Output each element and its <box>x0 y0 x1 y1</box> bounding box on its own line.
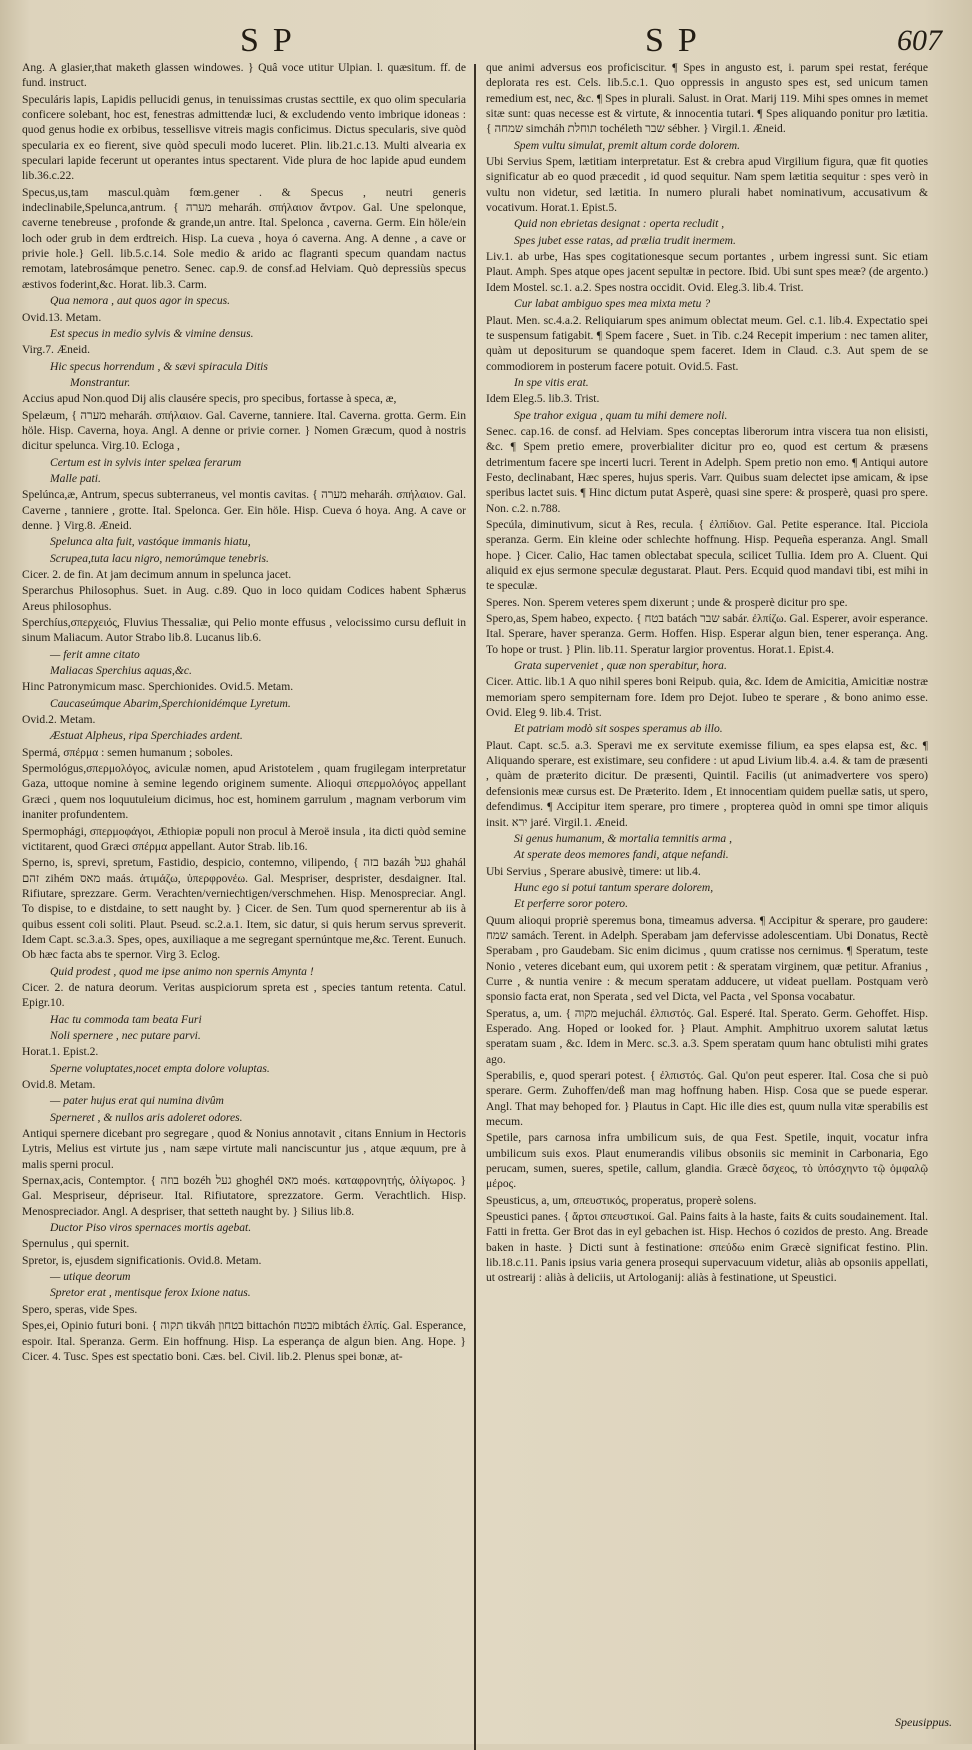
dictionary-entry: Cicer. 2. de fin. At jam decimum annum in spelunca jacet. <box>22 568 292 581</box>
dictionary-entry: Ubi Servius Spem, lætitiam interpretatur. Est & crebra apud Virgilium figura, quæ fit quoties significatur ab eo quod præcedit , id quod sequitur. Nam spem lætitia sequitur : spes verò in vultu non videtur, sed lætitia. In numero plurali habet nominativum, accusativum & vocativum. Horat.1. Epist.5. <box>486 155 928 215</box>
dictionary-entry: Horat.1. Epist.2. <box>22 1045 99 1059</box>
verse-quotation: — utique deorum <box>50 1270 131 1284</box>
running-header <box>22 18 950 60</box>
dictionary-entry: Spermá, σπέρμα : semen humanum ; soboles. <box>22 745 233 759</box>
verse-quotation: Quid prodest , quod me ipse animo non spernis Amynta ! <box>50 964 314 978</box>
dictionary-entry: Senec. cap.16. de consf. ad Helviam. Spes conceptas liberorum intra viscera tua non elisisti, &c. ¶ Spem pretio emere, proverbialiter dicitur pro eo, quod est certum & præsens detrimentum facere spe incerti lucri. Terent in Adelph. Spem pretio non emo. ¶ Antiqui autore Festo, declinabant, Hæc speres, hujus speris. Varr. Quibus suam delectet ipse amicam, & ipse speribus lactet suis. ¶ Hinc dictum putat Asperè, quasi sine spere: & prosperè, quasi pro spere. Non. c.2. n.788. <box>486 424 928 515</box>
dictionary-entry: Plaut. Men. sc.4.a.2. Reliquiarum spes animum oblectat meum. Gel. c.1. lib.4. Expectatio spei te suspensum fatigabit. ¶ Spem facere , Suet. in Tib. c.24 Recepit imperium : nec tamen aliter, quàm ut depositurum se quandoque spem faceret. Idem in Claud. c.3. Aut spem de se commodiorem in posterum facere potuit. Ovid.5. Fast. <box>486 313 928 373</box>
right-column <box>476 60 928 1750</box>
verse-quotation: Hunc ego si potui tantum sperare dolorem, <box>514 880 714 894</box>
dictionary-entry: Spero,as, Spem habeo, expecto. { בטח batách שבר sabár. ἐλπίζω. Gal. Esperer, avoir esperance. Ital. Sperare, haver speranza. Germ. Hoffen. Hisp. Esperar algun bien, tener esperança. Ang. To hope or trust. } Plin. lib.11. Speratur largior proventus. Horat.1. Epist.4. <box>486 612 928 656</box>
verse-quotation: Spe trahor exigua , quam tu mihi demere noli. <box>514 408 728 422</box>
dictionary-entry: Speres. Non. Sperem veteres spem dixerunt ; unde & prosperè dicitur pro spe. <box>486 595 848 609</box>
left-column <box>22 60 474 1750</box>
dictionary-entry: Sperarchus Philosophus. Suet. in Aug. c.89. Quo in loco quidam Codices habent Sphærus Areus philosophus. <box>22 584 466 613</box>
verse-quotation: Qua nemora , aut quos agor in specus. <box>50 294 231 308</box>
header-right-letters: SP <box>645 22 711 59</box>
dictionary-entry: Spermophági, σπερμοφάγοι, Æthiopiæ populi non procul à Meroë insula , ita dicti quòd semine victitarent, quod Græci σπέρμα appellant. Autor Strab. lib.16. <box>22 824 466 853</box>
verse-quotation: Noli spernere , nec putare parvi. <box>50 1028 201 1042</box>
dictionary-entry: Speculáris lapis, Lapidis pellucidi genus, in tenuissimas crustas secttile, ex quo olim specularia conficere solebant, hoc est, fenestras admittendæ luci, & excludendo vento imbrique idoneas : quod genus hodie ex orbibus, tessellisve vitreis magis conficimus. Dictus specularis, sive quòd specularia ex eo fierent, sive quòd speculi modo luceret. Plin. lib.21.c.13. Multi alvearia ex speculari lapide fecerunt ut operantes intus spectarent. Vide plura de hoc lapide apud eundem lib.36.c.22. <box>22 92 466 183</box>
dictionary-entry: Ubi Servius , Sperare abusivè, timere: ut lib.4. <box>486 864 701 878</box>
verse-quotation: Hac tu commoda tam beata Furi <box>50 1012 202 1026</box>
dictionary-entry: Ovid.13. Metam. <box>22 310 102 324</box>
verse-quotation: Et patriam modò sit sospes speramus ab illo. <box>514 722 723 736</box>
dictionary-entry: Quum alioqui propriè speremus bona, timeamus adversa. ¶ Accipitur & sperare, pro gaudere: שמח samách. Terent. in Adelph. Sperabam jam defervisse adolescentiam. Ubi Donatus, Rectè Sperabam , pro Gaudebam. Sic enim dicimus , quum cratisse nos cernimus. ¶ Speratum, teste Nonio , veteres dicebant eum, qui uxorem petit : & speratam virginem, quæ petitur. Afranius , Curre , & nuntia venire : & mecum speratam adducere, ut videat puellam. Postquam verò sponsio facta erat, non Sperata , sed vel Dicta, vel Pacta , vel Sponsa vocabatur. <box>486 913 928 1004</box>
catchword: Speusippus. <box>895 1715 952 1729</box>
dictionary-entry: Speratus, a, um. { מקוה mejuchál. ἐλπιστός. Gal. Esperé. Ital. Sperato. Germ. Gehoffet. Hisp. Esperado. Ang. Hoped or looked for. } Plaut. Amphit. Amphitruo uxorem salutat lætus speratam suam , &c. Idem in Merc. sc.3. a.3. Spem speratam quum hanc obtulisti mihi grates ago. <box>486 1006 928 1066</box>
two-column-body <box>22 60 950 1750</box>
verse-quotation: Æstuat Alpheus, ripa Sperchiades ardent. <box>50 729 243 743</box>
verse-quotation: Maliacas Sperchius aquas,&c. <box>50 664 192 678</box>
verse-quotation: Grata superveniet , quæ non sperabitur, hora. <box>514 659 727 673</box>
dictionary-entry: Plaut. Capt. sc.5. a.3. Speravi me ex servitute exemisse filium, ea spes elapsa est, &c. ¶ Aliquando sperare, est existimare, seu confidere : ut apud Livium lib.4. a.4. & tam de præsenti , quàm de præterito dicitur. De præsenti, Quintil. Facilis (ut animadvertere vos spero) defensionis meæ cursus est. De Præterito. Idem , Et innocentiam quidem puellæ satis, ut spero, defendimus. ¶ Accipitur item sperare, pro timere , propterea quòd in omni spe timor aliquis insit. ירא jaré. Virgil.1. Æneid. <box>486 738 928 829</box>
verse-quotation: Certum est in sylvis inter spelæa ferarum <box>50 455 242 469</box>
page-number: 607 <box>897 24 942 57</box>
dictionary-entry: Cicer. 2. de natura deorum. Veritas auspiciorum spreta est , species tantum retenta. Catul. Epigr.10. <box>22 980 466 1010</box>
dictionary-entry: Specúla, diminutivum, sicut à Res, recula. { ἐλπίδιον. Gal. Petite esperance. Ital. Picciola speranza. Germ. Ein kleine oder schlechte hoffnung. Hisp. Pequeña esperanza. Angl. Small hope. } Cicer. Calio, Hac tamen oblectabat specula, scilicet Tullia. Idem pro A. Cluent. Qui aliquid ex ejus sermone speculæ degustarat. Plaut. Pers. Ecquid quod mandavi tibi, est mihi in te speculæ. <box>486 517 928 593</box>
dictionary-entry: Spelúnca,æ, Antrum, specus subterraneus, vel montis cavitas. { מערה meharáh. σπήλαιον. Gal. Caverne , tanniere , grotte. Ital. Spelonca. Ger. Ein höle. Hisp. Cueva ó hoya. Ang. A cave or denne. } Virg.8. Æneid. <box>22 488 467 532</box>
verse-quotation: Caucaseúmque Abarim,Sperchionidémque Lyretum. <box>50 696 291 710</box>
dictionary-entry: Sperabilis, e, quod sperari potest. { ἐλπιστός. Gal. Qu'on peut esperer. Ital. Cosa che si può sperare. Germ. Zuhoffen/deß man mag hoffnung haben. Hisp. Cosa que se puede esperar. Angl. That may behoped for. } Plautus in Capt. Hic ille dies est, quum nulla vitæ sperabilis est mecum. <box>486 1069 928 1129</box>
dictionary-entry: Sperno, is, sprevi, spretum, Fastidio, despicio, contemno, vilipendo, { בזה bazáh געל ghahál זהם zihém מאס maás. ἀτιμάζω, ὑπερφρονέω. Gal. Mespriser, desprister, desdaigner. Ital. Rifiutare, sprezzare. Germ. Verachten/verniechtigen/verschmehen. Hisp. Menospreciar. Angl. To dispise, to e distdaine, to sett naught by. } Cicer. de Sen. Tum quod spernerentur ab iis à quibus essent coli soliti. Plaut. Pseud. sc.2.a.1. Item, sic datur, si quis herum servus spreverit. Idem Capt. sc.3.a.3. Spes, opes, auxiliaque a me segregant spernúntque me,&c. Terent. Eunuch. Ob hæc facta abs te spernor. Virg 3. Eclog. <box>22 856 467 962</box>
dictionary-entry: Sperchíus,σπερχειός, Fluvius Thessaliæ, qui Pelio monte effusus , velocissimo cursu defluit in sinum Maliacum. Autor Strabo lib.8. Lucanus lib.6. <box>22 616 466 645</box>
verse-quotation: Monstrantur. <box>70 375 131 389</box>
dictionary-entry: Ang. A glasier,that maketh glassen windowes. } Quâ voce utitur Ulpian. l. quæsitum. ff. de fund. instruct. <box>22 61 466 90</box>
dictionary-entry: Speustici panes. { ἄρτοι σπευστικοί. Gal. Pains faits à la haste, faits & cuits soudainement. Ital. Fatti in fretta. Ger Brot das in eyl gebachen ist. Hisp. Hechos ó cozidos de presto. Ang. Breade baken in haste. } Dicti sunt à festinatione: σπεύδω enim Græcè significat festino. Plin. lib.18.c.11. Panis ipsius varia genera prosequi supervacuum videtur, aliàs ab opsoniis appellati, ut ostrearij : aliàs à deliciis, ut Artologanij: aliàs à festinatione, ut Speustici. <box>486 1210 928 1285</box>
dictionary-entry: que animi adversus eos proficiscitur. ¶ Spes in angusto est, i. parum spei restat, feréque deplorata res est. Cels. lib.5.c.1. Quo oppressis in angusto spes est, sed unicum tamen remedium est, nec, &c. ¶ Spes in plurali. Salust. in Orat. Marij 119. Mihi spes omnes in memet sitæ sunt: quas necesse est & virtute, & innocentia tutari. ¶ Spes aliquando ponitur pro lætitia. { שמחה simcháh תוחלת tochéleth שבר sébher. } Virgil.1. Æneid. <box>486 61 928 136</box>
dictionary-entry: Spernulus , qui spernit. <box>22 1237 130 1251</box>
verse-quotation: At sperate deos memores fandi, atque nefandi. <box>514 848 729 862</box>
verse-quotation: Cur labat ambiguo spes mea mixta metu ? <box>514 297 711 311</box>
dictionary-entry: Speusticus, a, um, σπευστικός, properatus, properè solens. <box>486 1193 757 1207</box>
verse-quotation: — ferit amne citato <box>50 647 140 661</box>
dictionary-entry: Spernax,acis, Contemptor. { בוזה bozéh געל ghoghél מאס moés. καταφρονητής, ὀλίγωρος. } Gal. Mespriseur, dépriseur. Ital. Rifiutatore, sprezzatore. Germ. Verachtlich. Hisp. Menospreciador. Angl. A despriser, that setteth naught by. } Silius lib.8. <box>22 1174 467 1218</box>
verse-quotation: Malle pati. <box>50 471 101 485</box>
dictionary-entry: Specus,us,tam mascul.quàm fœm.gener . & Specus , neutri generis indeclinabile,Spelunca,antrum. { מערה meharáh. σπήλαιον ἄντρον. Gal. Une spelonque, caverne tenebreuse , profonde & grande,un antre. Ital. Speloncа , caverna. Germ. Ein höle/ein loch oder grub in dem erdtreich. Hisp. La cueva , hoya ó caverna. Ang. A denne , a cave or privie hole.} Gell. lib.5.c.14. Sole medio & arido ac flagranti specum quandam nactus remotam, latebrosámque penetro. Senec. cap.9. de consf.ad Helviam. Quò depressiùs specus æstivos foderint,&c. Horat. lib.3. Carm. <box>22 185 466 291</box>
verse-quotation: Sperneret , & nullos aris adoleret odores. <box>50 1110 243 1124</box>
dictionary-entry: Hinc Patronymicum masc. Sperchionides. Ovid.5. Metam. <box>22 680 294 694</box>
dictionary-entry: Ovid.8. Metam. <box>22 1078 96 1091</box>
verse-quotation: Spes jubet esse ratas, ad prælia trudit inermem. <box>514 233 736 247</box>
dictionary-entry: Spretor, is, ejusdem significationis. Ovid.8. Metam. <box>22 1253 262 1267</box>
dictionary-entry: Accius apud Non.quod Dij alis clausére specis, pro specibus, fortasse à speca, æ, <box>22 392 397 406</box>
dictionary-entry: Cicer. Attic. lib.1 A quo nihil speres boni Reipub. quia, &c. Idem de Amicitia, Amicitiæ nostræ memoriam spero sempiternam fore. Idem pro Dejot. Iubeo te sperare , & bono animo esse. Ovid. Eleg 9. lib.4. Trist. <box>486 675 928 720</box>
verse-quotation: Spretor erat , mentisque ferox Ixione natus. <box>50 1286 251 1300</box>
verse-quotation: — pater hujus erat qui numina divûm <box>50 1094 224 1108</box>
dictionary-entry: Liv.1. ab urbe, Has spes cogitationesque secum portantes , urbem ingressi sunt. Sic etiam Plaut. Amph. Spes atque opes jacent sepultæ in pectore. Ibid. Ubi sunt spes meæ? (de argento.) Idem Mostel. sc.1. a.2. Spes nostra occidit. Ovid. Eleg.3. lib.4. Trist. <box>486 250 928 294</box>
dictionary-entry: Virg.7. Æneid. <box>22 343 91 357</box>
dictionary-entry: Idem Eleg.5. lib.3. Trist. <box>486 392 600 406</box>
verse-quotation: Quid non ebrietas designat : operta recludit , <box>514 217 725 231</box>
verse-quotation: Est specus in medio sylvis & vimine densus. <box>50 326 254 340</box>
verse-quotation: Scrupea,tuta lacu nigro, nemorúmque tenebris. <box>50 551 269 565</box>
verse-quotation: Hic specus horrendum , & sævi spiracula Ditis <box>50 359 268 373</box>
verse-quotation: Ductor Piso viros spernaces mortis agebat. <box>50 1221 252 1235</box>
dictionary-entry: Ovid.2. Metam. <box>22 713 96 727</box>
verse-quotation: Sperne voluptates,nocet empta dolore voluptas. <box>50 1061 270 1075</box>
dictionary-entry: Antiqui spernere dicebant pro segregare , quod & Nonius annotavit , citans Ennium in Hectoris Lytris, Melius est virtute jus , nam sæpe virtute mali nanciscuntur jus , atque æquum, pre à malis sperni procul. <box>22 1127 466 1171</box>
dictionary-entry: Spelæum, { מערה meharáh. σπήλαιον. Gal. Caverne, tanniere. Ital. Caverna. grotta. Germ. Ein höle. Hisp. Caverna, hoya. Angl. A denne or privie corner. } Nomen Græcum, quod à nostris dicitur spelunca. Virg.10. Ecloga , <box>22 408 466 453</box>
dictionary-entry: Spetile, pars carnosa infra umbilicum suis, de qua Fest. Spetile, inquit, vocatur infra umbilicum suis exos. Plaut enumerandis vilibus obsoniis sic meminit in Carbonaria, Ego perucam, sumen, sueres, spetile, callum, glandia. Græcè ὄσχεος, τὸ ὑπόσχηντο τῷ ὀμφαλῷ μέρος. <box>486 1131 928 1191</box>
verse-quotation: Spelunca alta fuit, vastóque immanis hiatu, <box>50 535 251 549</box>
verse-quotation: Si genus humanum, & mortalia temnitis arma , <box>514 831 733 845</box>
dictionary-entry: Spero, speras, vide Spes. <box>22 1302 138 1316</box>
verse-quotation: Spem vultu simulat, premit altum corde dolorem. <box>514 138 741 152</box>
verse-quotation: Et perferre soror potero. <box>514 897 628 911</box>
verse-quotation: In spe vitis erat. <box>514 375 589 389</box>
header-left-letters: SP <box>240 22 306 59</box>
dictionary-entry: Spes,ei, Opinio futuri boni. { תקוה tikváh בטחון bittachón מבטח mibtách ἐλπίς. Gal. Esperance, espoir. Ital. Speranza. Germ. Ein hoffnung. Hisp. La esperança de algun bien. Ang. Hope. } Cicer. 4. Tusc. Spes est spectatio boni. Cæs. bel. Civil. lib.2. Plenus spei bonæ, at- <box>22 1319 466 1363</box>
dictionary-entry: Spermológus,σπερμολόγος, aviculæ nomen, apud Aristotelem , quam frugilegam interpretatur Gaza, uttoque nomine à semine legendo originem sumente. Alioqui σπερμολόγος appellant Græci , quem nos loquutuleium dicimus, hoc est, hominem garrulum , magnam verborum vim inaniter profundentem. <box>22 762 466 822</box>
